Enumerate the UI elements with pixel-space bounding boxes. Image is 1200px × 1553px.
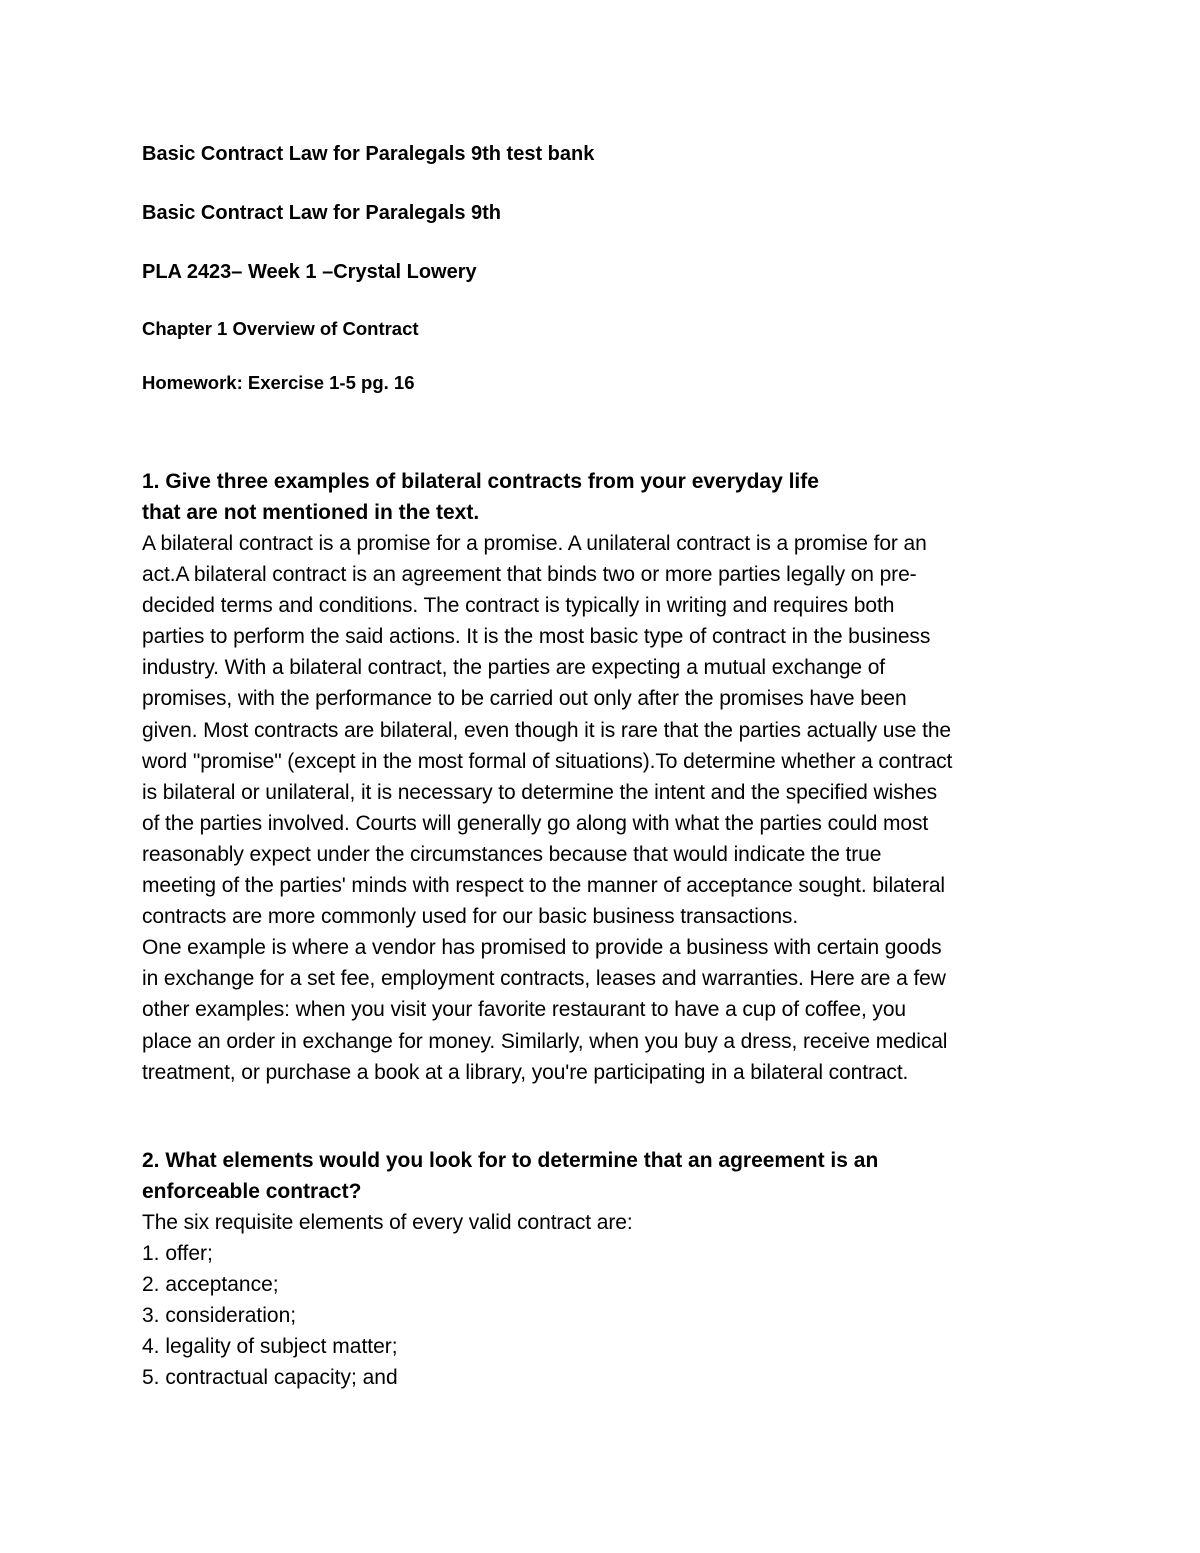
- answer-line: promises, with the performance to be carried out only after the promises have been: [142, 687, 907, 711]
- list-item: 2. acceptance;: [142, 1272, 279, 1296]
- answer-line: word "promise" (except in the most formal of situations).To determine whether a contract: [142, 749, 953, 773]
- course-line: PLA 2423– Week 1 –Crystal Lowery: [142, 261, 477, 283]
- answer-line: in exchange for a set fee, employment contracts, leases and warranties. Here are a few: [142, 967, 946, 991]
- answer-line: A bilateral contract is a promise for a promise. A unilateral contract is a promise for an: [142, 532, 927, 555]
- chapter-heading: Chapter 1 Overview of Contract: [142, 318, 419, 339]
- answer-line: parties to perform the said actions. It is the most basic type of contract in the business: [142, 625, 931, 649]
- list-item: 4. legality of subject matter;: [142, 1335, 398, 1359]
- elements-list: [142, 1238, 1067, 1393]
- list-item: 3. consideration;: [142, 1303, 297, 1327]
- answer-line: other examples: when you visit your favorite restaurant to have a cup of coffee, you: [142, 998, 906, 1022]
- question-1-answer: [142, 528, 1067, 1088]
- answer-line: meeting of the parties' minds with respect to the manner of acceptance sought. bilateral: [142, 874, 945, 898]
- answer-line: contracts are more commonly used for our basic business transactions.: [142, 905, 799, 929]
- answer-line: reasonably expect under the circumstances because that would indicate the true: [142, 842, 882, 866]
- document-subtitle: Basic Contract Law for Paralegals 9th: [142, 202, 502, 224]
- question-2-intro: The six requisite elements of every valid contract are:: [142, 1210, 633, 1234]
- document-title: Basic Contract Law for Paralegals 9th test bank: [142, 143, 595, 165]
- answer-line: decided terms and conditions. The contract is typically in writing and requires both: [142, 594, 895, 618]
- question-1-line-1: 1. Give three examples of bilateral contracts from your everyday life: [142, 470, 819, 493]
- question-2-line-1: 2. What elements would you look for to determine that an agreement is an: [142, 1148, 879, 1172]
- answer-line: place an order in exchange for money. Similarly, when you buy a dress, receive medical: [142, 1029, 948, 1053]
- document-content: [142, 140, 1067, 1393]
- answer-line: One example is where a vendor has promised to provide a business with certain goods: [142, 936, 942, 960]
- answer-line: of the parties involved. Courts will generally go along with what the parties could most: [142, 811, 929, 835]
- homework-heading: Homework: Exercise 1-5 pg. 16: [142, 372, 415, 393]
- question-2-section: [142, 1145, 1067, 1394]
- answer-line: industry. With a bilateral contract, the parties are expecting a mutual exchange of: [142, 656, 886, 680]
- answer-line: is bilateral or unilateral, it is necessary to determine the intent and the specified wishes: [142, 780, 938, 804]
- question-1-section: [142, 466, 1067, 1088]
- answer-line: act.A bilateral contract is an agreement that binds two or more parties legally on pre-: [142, 563, 917, 587]
- list-item: 1. offer;: [142, 1241, 213, 1265]
- answer-line: treatment, or purchase a book at a library, you're participating in a bilateral contract.: [142, 1060, 909, 1084]
- answer-line: given. Most contracts are bilateral, even though it is rare that the parties actually use the: [142, 718, 951, 742]
- question-1-line-2: that are not mentioned in the text.: [142, 501, 480, 524]
- question-2-line-2: enforceable contract?: [142, 1179, 362, 1203]
- list-item: 5. contractual capacity; and: [142, 1366, 398, 1390]
